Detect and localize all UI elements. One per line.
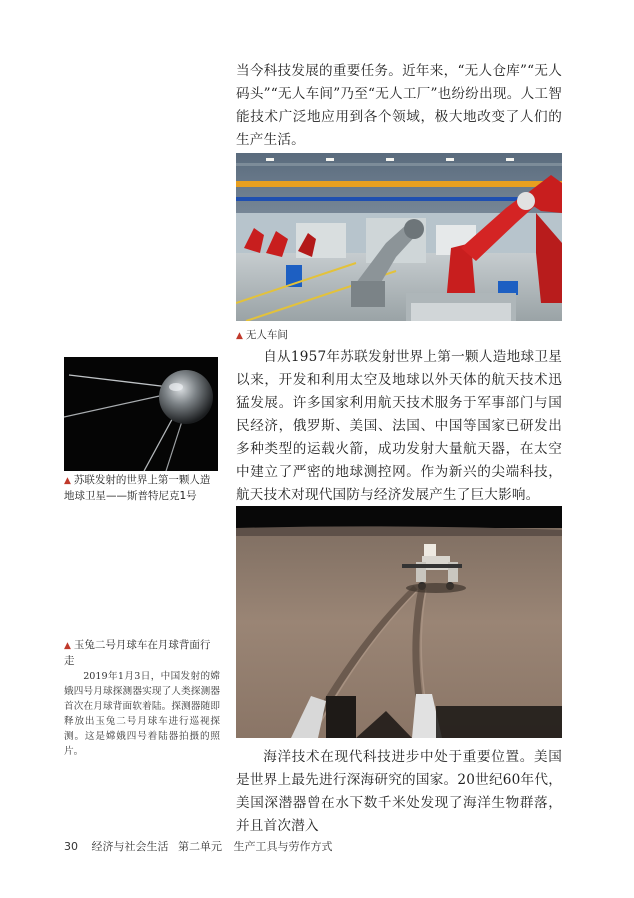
book-title: 经济与社会生活 <box>91 840 169 853</box>
sputnik-photo <box>64 357 218 471</box>
triangle-marker-icon: ▲ <box>236 331 243 341</box>
factory-caption-text: 无人车间 <box>245 329 288 341</box>
rover-caption-title: 玉兔二号月球车在月球背面行走 <box>64 639 211 667</box>
sputnik-caption <box>64 473 220 504</box>
sputnik-caption-text: 苏联发射的世界上第一颗人造地球卫星——斯普特尼克1号 <box>64 474 211 502</box>
triangle-marker-icon: ▲ <box>64 476 71 486</box>
unit-label: 第二单元 <box>178 840 222 853</box>
page-footer <box>64 838 514 854</box>
paragraph-space: 自从1957年苏联发射世界上第一颗人造地球卫星以来，开发和利用太空及地球以外天体的航天技术迅猛发展。许多国家利用航天技术服务于军事部门与国民经济，俄罗斯、美国、法国、中国等国家已研发出多种类型的运载火箭，成功发射大量航天器，在太空中建立了严密的地球测控网。作为新兴的尖端科技，航天技术对现代国防与经济发展产生了巨大影响。 <box>236 349 562 503</box>
paragraph-ai: 当今科技发展的重要任务。近年来，“无人仓库”“无人码头”“无人车间”乃至“无人工厂”也纷纷出现。人工智能技术广泛地应用到各个领域，极大地改变了人们的生产生活。 <box>236 63 562 148</box>
paragraph-ocean: 海洋技术在现代科技进步中处于重要位置。美国是世界上最先进行深海研究的国家。20世纪60年代，美国深潜器曾在水下数千米处发现了海洋生物群落，并且首次潜入 <box>236 749 562 834</box>
triangle-marker-icon: ▲ <box>64 641 71 651</box>
factory-photo <box>236 153 562 321</box>
unit-title: 生产工具与劳作方式 <box>233 840 333 853</box>
rover-caption-body: 2019年1月3日，中国发射的嫦娥四号月球探测器实现了人类探测器首次在月球背面软着陆。探测器随即释放出玉兔二号月球车进行巡视探测。这是嫦娥四号着陆器拍摄的照片。 <box>64 671 220 757</box>
rover-caption-title-row <box>64 638 220 669</box>
rover-photo <box>236 506 562 738</box>
factory-caption <box>236 328 436 344</box>
rover-caption <box>64 638 220 759</box>
page-number: 30 <box>64 840 78 853</box>
